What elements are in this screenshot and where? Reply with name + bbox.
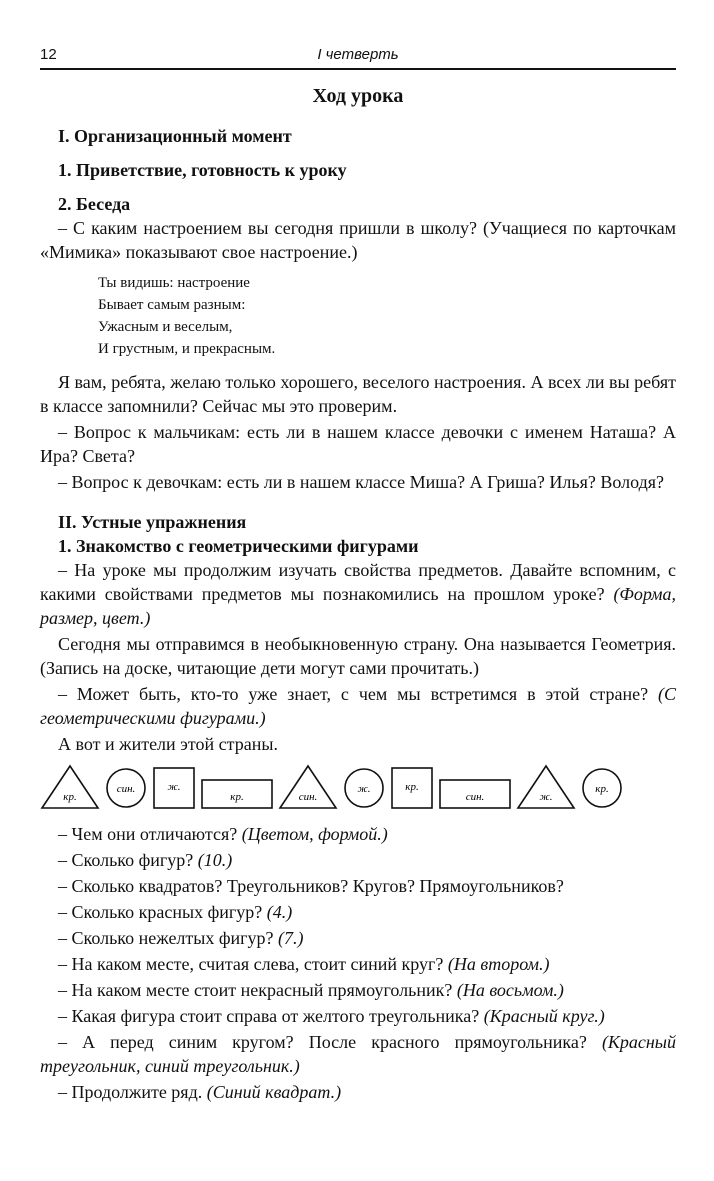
shape-label: кр. <box>595 783 609 795</box>
question-line <box>40 1080 676 1104</box>
question-line <box>40 874 676 898</box>
question-text: – А перед синим кругом? После красного прямоугольника? <box>58 1032 602 1052</box>
question-text: – Чем они отличаются? <box>58 824 242 844</box>
question-line <box>40 822 676 846</box>
question-text: – На каком месте стоит некрасный прямоугольник? <box>58 980 457 1000</box>
shapes-row <box>40 762 676 814</box>
subsection-heading: 2. Беседа <box>58 194 131 214</box>
running-title: I четверть <box>317 46 399 63</box>
paragraph: А вот и жители этой страны. <box>58 734 278 754</box>
subsection-heading: 1. Знакомство с геометрическими фигурами <box>58 536 419 556</box>
shape-label: кр. <box>230 791 244 803</box>
shape-label: кр. <box>63 791 77 803</box>
paragraph: – Вопрос к девочкам: есть ли в нашем классе Миша? А Гриша? Илья? Володя? <box>58 472 665 492</box>
shape-triangle-9 <box>518 766 574 808</box>
question-text: – Сколько красных фигур? <box>58 902 267 922</box>
answer-text: (На восьмом.) <box>456 980 564 1000</box>
shape-square-3 <box>154 768 194 808</box>
shape-triangle-1 <box>42 766 98 808</box>
section-heading: II. Устные упражнения <box>58 512 247 532</box>
poem-line: Ужасным и веселым, <box>98 319 233 335</box>
question-text: – Какая фигура стоит справа от желтого треугольника? <box>58 1006 484 1026</box>
section-heading: I. Организационный момент <box>58 126 292 146</box>
question-text: – Сколько квадратов? Треугольников? Кругов? Прямоугольников? <box>58 876 564 896</box>
paragraph-text: – Может быть, кто-то уже знает, с чем мы встретимся в этой стране? <box>58 684 658 704</box>
question-line <box>40 848 676 872</box>
answer-text: (Цветом, формой.) <box>241 824 388 844</box>
question-line <box>40 1004 676 1028</box>
shapes-figure <box>40 762 676 814</box>
shape-label: кр. <box>405 781 419 793</box>
paragraph: – Вопрос к мальчикам: есть ли в нашем классе девочки с именем Наташа? А Ира? Света? <box>40 422 676 466</box>
subsection-heading: 1. Приветствие, готовность к уроку <box>58 160 347 180</box>
questions-list <box>40 822 676 1104</box>
question-line <box>40 900 676 924</box>
shape-triangle-5 <box>280 766 336 808</box>
shape-square-7 <box>392 768 432 808</box>
shape-circle-10 <box>583 769 621 807</box>
question-line <box>40 978 676 1002</box>
answer-text: (Красный треугольник, синий треугольник.) <box>40 1032 676 1076</box>
paragraph: Сегодня мы отправимся в необыкновенную страну. Она называется Геометрия. (Запись на доске, читающие дети могут сами прочитать.) <box>40 634 676 678</box>
answer-text: (На втором.) <box>447 954 550 974</box>
shape-label: ж. <box>167 781 181 793</box>
page-content <box>40 84 676 1106</box>
paragraph: – С каким настроением вы сегодня пришли в школу? (Учащиеся по карточкам «Мимика» показывают свое настроение.) <box>40 218 676 262</box>
page-header <box>40 44 676 70</box>
shape-label: ж. <box>357 783 371 795</box>
paragraph <box>40 558 676 630</box>
question-line <box>40 926 676 950</box>
poem-line: И грустным, и прекрасным. <box>98 341 276 357</box>
paragraph: Я вам, ребята, желаю только хорошего, веселого настроения. А всех ли вы ребят в классе запомнили? Сейчас мы это проверим. <box>40 372 676 416</box>
shape-label: син. <box>465 791 485 803</box>
question-line <box>40 1030 676 1078</box>
poem <box>98 272 676 360</box>
question-line <box>40 952 676 976</box>
shape-circle-2 <box>107 769 145 807</box>
answer-text: (4.) <box>266 902 293 922</box>
poem-line: Бывает самым разным: <box>98 297 246 313</box>
shape-label: син. <box>116 783 136 795</box>
answer-text: (Форма, размер, цвет.) <box>40 584 676 628</box>
shape-rectangle-8 <box>440 780 510 808</box>
page-number: 12 <box>40 46 57 63</box>
answer-text: (Красный круг.) <box>483 1006 605 1026</box>
shape-label: ж. <box>539 791 553 803</box>
shape-circle-6 <box>345 769 383 807</box>
paragraph <box>40 682 676 730</box>
answer-text: (10.) <box>197 850 233 870</box>
question-text: – Сколько фигур? <box>58 850 198 870</box>
poem-line: Ты видишь: настроение <box>98 275 250 291</box>
shape-rectangle-4 <box>202 780 272 808</box>
question-text: – На каком месте, считая слева, стоит синий круг? <box>58 954 448 974</box>
answer-text: (Синий квадрат.) <box>206 1082 342 1102</box>
shape-label: син. <box>298 791 318 803</box>
answer-text: (С геометрическими фигурами.) <box>40 684 676 728</box>
page-title: Ход урока <box>312 85 404 107</box>
question-text: – Сколько нежелтых фигур? <box>58 928 279 948</box>
answer-text: (7.) <box>278 928 304 948</box>
question-text: – Продолжите ряд. <box>58 1082 207 1102</box>
paragraph-text: – На уроке мы продолжим изучать свойства предметов. Давайте вспомним, с какими свойствами предметов мы познакомились на прошлом уроке? <box>40 560 676 604</box>
